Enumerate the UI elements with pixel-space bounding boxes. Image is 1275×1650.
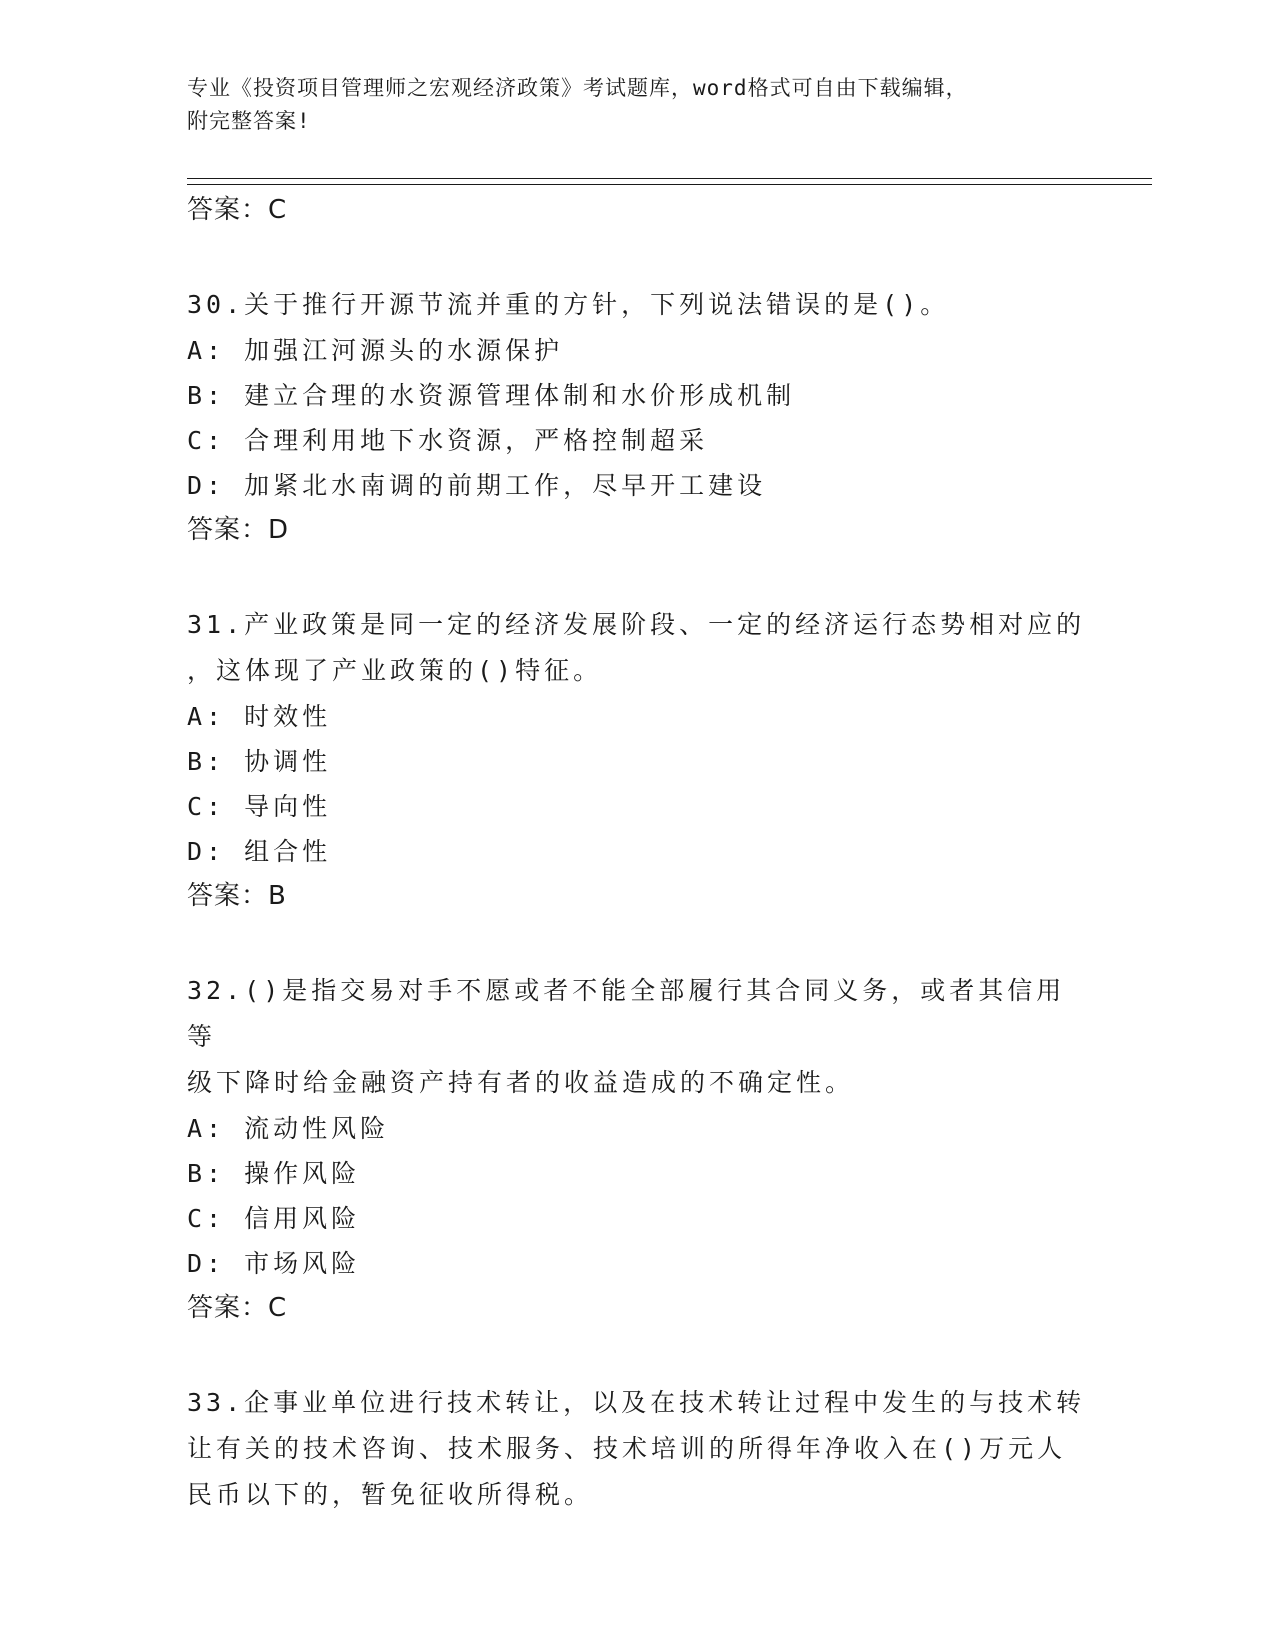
option-d: D: 组合性: [187, 837, 332, 866]
question-text: ，这体现了产业政策的()特征。: [187, 656, 603, 685]
header-divider-bottom: [187, 184, 1152, 185]
header-line-1: 专业《投资项目管理师之宏观经济政策》考试题库，word格式可自由下载编辑，: [187, 76, 968, 100]
option-b: B: 协调性: [187, 747, 332, 776]
option-d: D: 加紧北水南调的前期工作，尽早开工建设: [187, 471, 767, 500]
option-a: A: 时效性: [187, 702, 332, 731]
question-32: [187, 968, 1087, 1330]
option-c: C: 导向性: [187, 792, 332, 821]
question-text: 31.产业政策是同一定的经济发展阶段、一定的经济运行态势相对应的: [187, 610, 1086, 639]
question-text: 让有关的技术咨询、技术服务、技术培训的所得年净收入在()万元人: [187, 1434, 1067, 1463]
option-c: C: 合理利用地下水资源，严格控制超采: [187, 426, 709, 455]
answer-label: 答案：B: [187, 881, 287, 911]
option-a: A: 流动性风险: [187, 1114, 390, 1143]
option-a: A: 加强江河源头的水源保护: [187, 336, 564, 365]
option-d: D: 市场风险: [187, 1249, 361, 1278]
question-text: 民币以下的，暂免征收所得税。: [187, 1480, 594, 1509]
question-33: [187, 1380, 1087, 1518]
header-line-2: 附完整答案!: [187, 109, 311, 133]
document-header: [187, 72, 1087, 138]
option-c: C: 信用风险: [187, 1204, 361, 1233]
spacer: [187, 552, 1087, 602]
question-31: [187, 602, 1087, 918]
option-b: B: 操作风险: [187, 1159, 361, 1188]
question-text: 30.关于推行开源节流并重的方针，下列说法错误的是()。: [187, 290, 950, 319]
option-b: B: 建立合理的水资源管理体制和水价形成机制: [187, 381, 796, 410]
question-text: 32.()是指交易对手不愿或者不能全部履行其合同义务，或者其信用等: [187, 976, 1066, 1051]
spacer: [187, 1330, 1087, 1380]
spacer: [187, 232, 1087, 282]
answer-label: 答案：C: [187, 195, 288, 225]
question-30: [187, 282, 1087, 552]
question-text: 级下降时给金融资产持有者的收益造成的不确定性。: [187, 1068, 855, 1097]
spacer: [187, 918, 1087, 968]
answer-label: 答案：C: [187, 1293, 288, 1323]
question-text: 33.企事业单位进行技术转让，以及在技术转让过程中发生的与技术转: [187, 1388, 1086, 1417]
document-body: [187, 188, 1087, 1518]
header-divider-top: [187, 178, 1152, 179]
answer-label: 答案：D: [187, 515, 290, 545]
